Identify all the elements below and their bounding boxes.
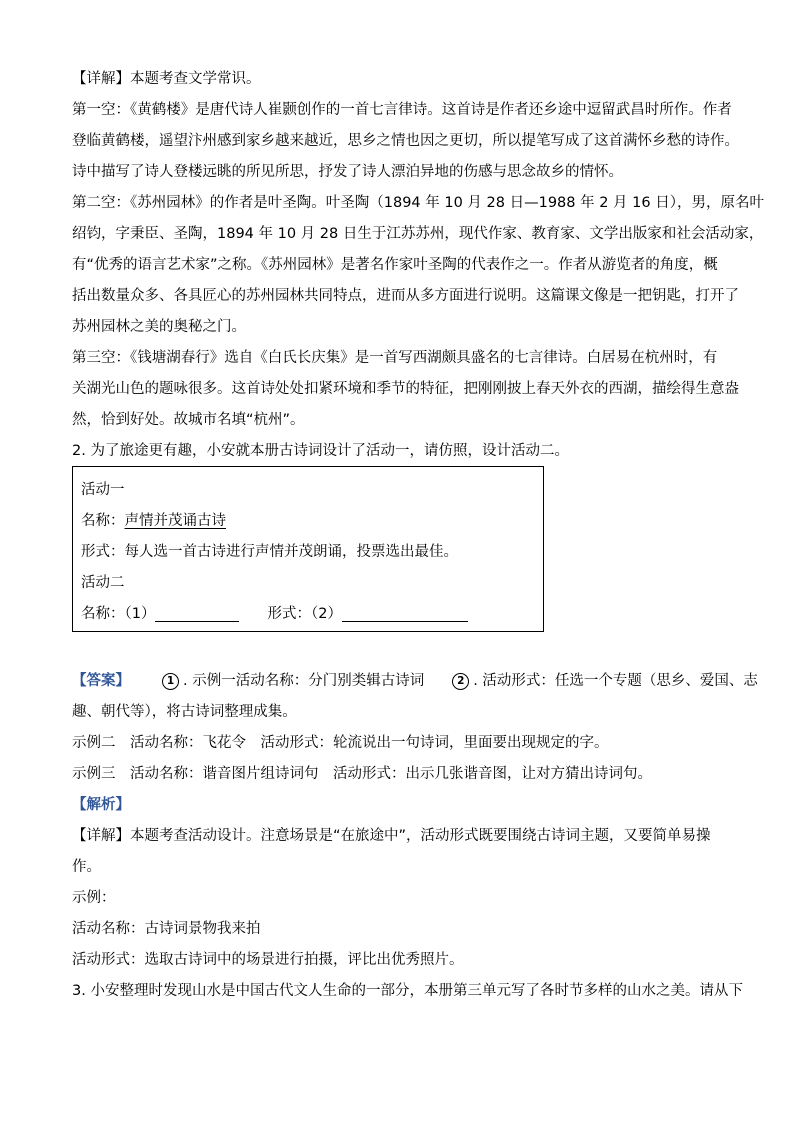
activity1-form: 形式：每人选一首古诗进行声情并茂朗诵，投票选出最佳。 [81,544,458,560]
text-line: 苏州园林之美的奥秘之门。 [72,319,246,335]
activity2-title: 活动二 [81,575,125,591]
text-line: 关湖光山色的题咏很多。这首诗处处扣紧环境和季节的特征，把刚刚披上春天外衣的西湖，描绘得生意盎 [72,381,739,397]
circled-number-1: 1 [162,673,179,690]
answer-1: . 示例一活动名称：分门别类辑古诗词 [183,673,425,689]
text-line: 第三空：《钱塘湖春行》选自《白氏长庆集》是一首写西湖颇具盛名的七言律诗。白居易在杭州时，有 [72,350,718,366]
answer-line-1 [72,666,758,697]
text-line: 示例： [72,890,116,906]
text-line: 登临黄鹤楼，遥望汴州感到家乡越来越近，思乡之情也因之更切，所以提笔写成了这首满怀乡愁的诗作。 [72,133,739,149]
text-line: 括出数量众多、各具匠心的苏州园林共同特点，进而从多方面进行说明。这篇课文像是一把钥匙，打开了 [72,288,739,304]
text-line: 第二空：《苏州园林》的作者是叶圣陶。叶圣陶（1894 年 10 月 28 日—1988 年 2 月 16 日），男，原名叶 [72,195,764,211]
blank2-label: 形式：（2） [267,606,342,622]
blank2-field[interactable] [342,605,468,622]
answer-section [72,666,758,1007]
blank1-label: 名称：（1） [81,606,156,622]
text-line: 有“优秀的语言艺术家”之称。《苏州园林》是著名作家叶圣陶的代表作之一。作者从游览者的角度，概 [72,257,718,273]
name-label: 名称： [81,513,125,529]
analysis-tag-line [72,790,724,821]
activity1-name-row [81,506,543,537]
activity1-title: 活动一 [81,482,125,498]
answer-tag: 【答案】 [72,673,130,689]
question-2-text: 2. 为了旅途更有趣，小安就本册古诗词设计了活动一，请仿照，设计活动二。 [72,443,569,459]
analysis-tag: 【解析】 [72,797,130,813]
question-3-text: 3. 小安整理时发现山水是中国古代文人生命的一部分，本册第三单元写了各时节多样的山水之美。请从下 [72,983,743,999]
activity-box [72,466,544,632]
text-line: 诗中描写了诗人登楼远眺的所见所思，抒发了诗人漂泊异地的伤感与思念故乡的情怀。 [72,164,623,180]
example-2: 示例二 活动名称：飞花令 活动形式：轮流说出一句诗词，里面要出现规定的字。 [72,735,609,751]
text-line: 【详解】本题考查活动设计。注意场景是“在旅途中”，活动形式既要围绕古诗词主题，又要简单易操 [72,828,711,844]
text-line: 绍钧，字秉臣、圣陶，1894 年 10 月 28 日生于江苏苏州，现代作家、教育家、文学出版家和社会活动家， [72,226,764,242]
text-line: 【详解】本题考查文学常识。 [72,71,261,87]
blank1-field[interactable] [155,605,239,622]
text-line: 活动名称：古诗词景物我来拍 [72,921,261,937]
explanation-part1 [72,64,764,467]
activity2-blanks-row [81,599,543,630]
circled-number-2: 2 [452,673,469,690]
text-line: 作。 [72,859,101,875]
text-line: 第一空：《黄鹤楼》是唐代诗人崔颢创作的一首七言律诗。这首诗是作者还乡途中逗留武昌时所作。作者 [72,102,732,118]
example-3: 示例三 活动名称：谐音图片组诗词句 活动形式：出示几张谐音图，让对方猜出诗词句。 [72,766,652,782]
text-line: 活动形式：选取古诗词中的场景进行拍摄，评比出优秀照片。 [72,952,464,968]
text-line: 然，恰到好处。故城市名填“杭州”。 [72,412,305,428]
answer-2-part1: . 活动形式：任选一个专题（思乡、爱国、志 [473,673,758,689]
activity1-name-value: 声情并茂诵古诗 [124,513,226,529]
answer-2-part2: 趣、朝代等），将古诗词整理成集。 [72,704,297,720]
